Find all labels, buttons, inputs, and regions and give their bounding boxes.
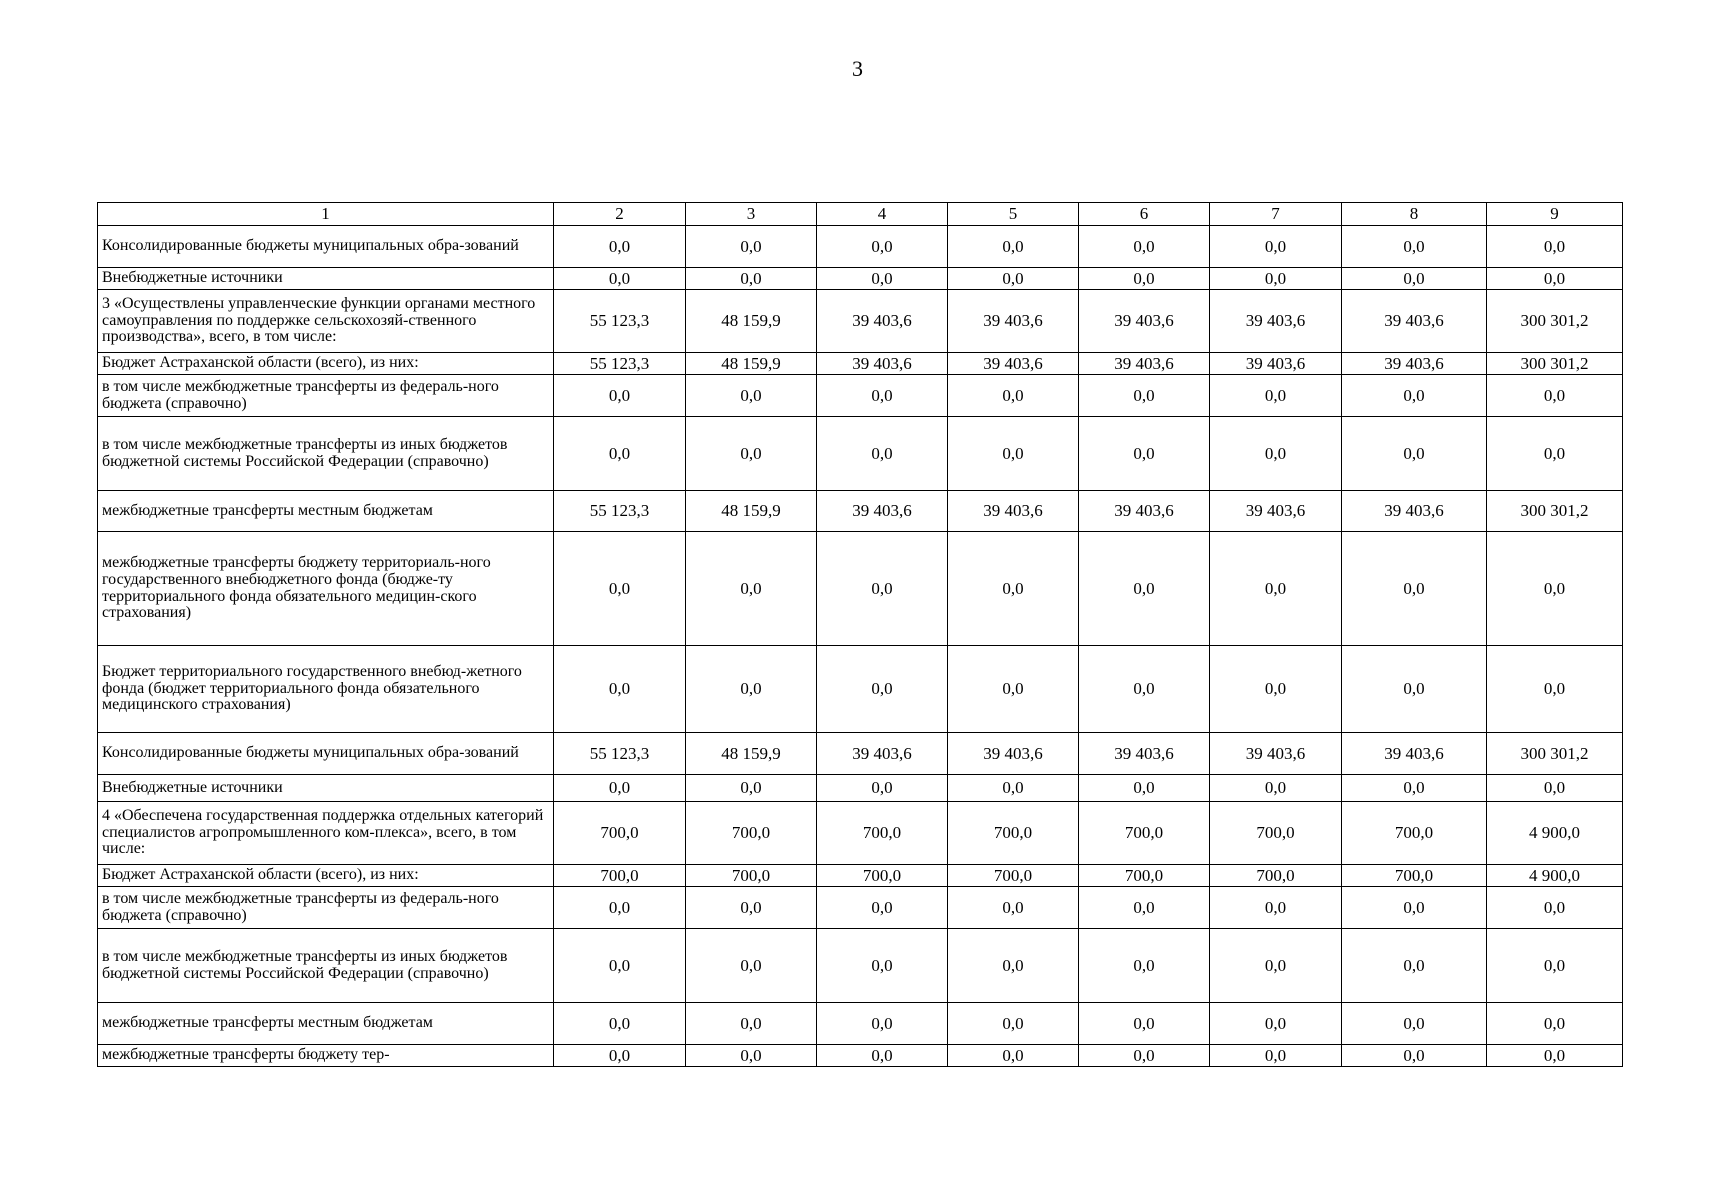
value-cell: 700,0	[817, 802, 948, 865]
column-number-row	[98, 203, 1623, 226]
value-cell: 0,0	[1079, 775, 1210, 802]
row-label: в том числе межбюджетные трансферты из федераль-ного бюджета (справочно)	[98, 887, 554, 929]
value-cell: 0,0	[1487, 1003, 1623, 1045]
value-cell: 39 403,6	[817, 290, 948, 353]
value-cell: 39 403,6	[1079, 353, 1210, 375]
row-label: Бюджет Астраханской области (всего), из них:	[98, 353, 554, 375]
value-cell: 0,0	[1487, 1045, 1623, 1067]
value-cell: 39 403,6	[817, 353, 948, 375]
value-cell: 0,0	[686, 887, 817, 929]
value-cell: 0,0	[1342, 929, 1487, 1003]
value-cell: 0,0	[1079, 532, 1210, 646]
value-cell: 0,0	[1079, 646, 1210, 733]
row-label: Бюджет Астраханской области (всего), из них:	[98, 865, 554, 887]
value-cell: 0,0	[554, 1045, 686, 1067]
value-cell: 0,0	[686, 226, 817, 268]
value-cell: 700,0	[1079, 865, 1210, 887]
value-cell: 0,0	[817, 775, 948, 802]
table-row	[98, 491, 1623, 532]
value-cell: 0,0	[948, 646, 1079, 733]
value-cell: 0,0	[1079, 929, 1210, 1003]
value-cell: 0,0	[1487, 887, 1623, 929]
value-cell: 4 900,0	[1487, 802, 1623, 865]
value-cell: 700,0	[1342, 802, 1487, 865]
value-cell: 39 403,6	[1210, 290, 1342, 353]
value-cell: 39 403,6	[1079, 491, 1210, 532]
value-cell: 48 159,9	[686, 290, 817, 353]
table-row	[98, 1003, 1623, 1045]
value-cell: 55 123,3	[554, 491, 686, 532]
table-row	[98, 802, 1623, 865]
value-cell: 39 403,6	[1210, 733, 1342, 775]
value-cell: 700,0	[554, 802, 686, 865]
value-cell: 39 403,6	[948, 353, 1079, 375]
table-body	[98, 226, 1623, 1067]
value-cell: 300 301,2	[1487, 353, 1623, 375]
value-cell: 39 403,6	[1342, 491, 1487, 532]
value-cell: 0,0	[948, 1045, 1079, 1067]
column-header: 3	[686, 203, 817, 226]
value-cell: 0,0	[948, 775, 1079, 802]
row-label: в том числе межбюджетные трансферты из иных бюджетов бюджетной системы Российской Федерации (справочно)	[98, 417, 554, 491]
column-header: 9	[1487, 203, 1623, 226]
value-cell: 39 403,6	[1342, 733, 1487, 775]
value-cell: 0,0	[1210, 417, 1342, 491]
row-label: Внебюджетные источники	[98, 775, 554, 802]
value-cell: 55 123,3	[554, 290, 686, 353]
value-cell: 0,0	[686, 1045, 817, 1067]
value-cell: 0,0	[1210, 646, 1342, 733]
budget-table	[97, 202, 1623, 1067]
value-cell: 0,0	[1210, 929, 1342, 1003]
table-row	[98, 268, 1623, 290]
value-cell: 0,0	[1210, 226, 1342, 268]
value-cell: 0,0	[948, 1003, 1079, 1045]
page-number: 3	[852, 56, 863, 81]
value-cell: 0,0	[948, 417, 1079, 491]
table-row	[98, 1045, 1623, 1067]
value-cell: 700,0	[686, 802, 817, 865]
value-cell: 0,0	[686, 268, 817, 290]
value-cell: 0,0	[817, 646, 948, 733]
value-cell: 0,0	[1342, 646, 1487, 733]
value-cell: 0,0	[1487, 929, 1623, 1003]
value-cell: 300 301,2	[1487, 733, 1623, 775]
table-row	[98, 887, 1623, 929]
value-cell: 0,0	[1487, 775, 1623, 802]
value-cell: 700,0	[1210, 865, 1342, 887]
column-header: 2	[554, 203, 686, 226]
value-cell: 0,0	[948, 375, 1079, 417]
value-cell: 0,0	[817, 375, 948, 417]
value-cell: 0,0	[1210, 268, 1342, 290]
value-cell: 0,0	[686, 375, 817, 417]
value-cell: 0,0	[1079, 887, 1210, 929]
value-cell: 0,0	[686, 532, 817, 646]
value-cell: 0,0	[554, 775, 686, 802]
row-label: 3 «Осуществлены управленческие функции органами местного самоуправления по поддержке сельскохозяй-ственного производства», всего, в том числе:	[98, 290, 554, 353]
column-header: 1	[98, 203, 554, 226]
column-header: 6	[1079, 203, 1210, 226]
value-cell: 700,0	[948, 865, 1079, 887]
column-header: 5	[948, 203, 1079, 226]
value-cell: 39 403,6	[1079, 290, 1210, 353]
value-cell: 55 123,3	[554, 353, 686, 375]
value-cell: 0,0	[1079, 226, 1210, 268]
table-row	[98, 532, 1623, 646]
value-cell: 0,0	[1487, 646, 1623, 733]
value-cell: 0,0	[1079, 268, 1210, 290]
table-row	[98, 290, 1623, 353]
value-cell: 0,0	[817, 887, 948, 929]
value-cell: 0,0	[1210, 887, 1342, 929]
value-cell: 39 403,6	[1210, 491, 1342, 532]
value-cell: 0,0	[817, 226, 948, 268]
table-row	[98, 375, 1623, 417]
row-label: межбюджетные трансферты местным бюджетам	[98, 1003, 554, 1045]
value-cell: 0,0	[1487, 268, 1623, 290]
value-cell: 0,0	[1079, 375, 1210, 417]
value-cell: 0,0	[686, 1003, 817, 1045]
value-cell: 4 900,0	[1487, 865, 1623, 887]
value-cell: 0,0	[1342, 1003, 1487, 1045]
value-cell: 0,0	[1342, 887, 1487, 929]
value-cell: 0,0	[554, 929, 686, 1003]
value-cell: 0,0	[1342, 1045, 1487, 1067]
column-header: 8	[1342, 203, 1487, 226]
value-cell: 700,0	[1079, 802, 1210, 865]
table-row	[98, 733, 1623, 775]
value-cell: 0,0	[1210, 375, 1342, 417]
value-cell: 0,0	[817, 532, 948, 646]
value-cell: 39 403,6	[948, 290, 1079, 353]
value-cell: 0,0	[817, 1003, 948, 1045]
value-cell: 300 301,2	[1487, 290, 1623, 353]
value-cell: 0,0	[1342, 532, 1487, 646]
value-cell: 0,0	[1487, 417, 1623, 491]
table-row	[98, 775, 1623, 802]
value-cell: 0,0	[1342, 268, 1487, 290]
value-cell: 0,0	[1210, 1003, 1342, 1045]
value-cell: 39 403,6	[948, 733, 1079, 775]
value-cell: 48 159,9	[686, 733, 817, 775]
value-cell: 0,0	[554, 646, 686, 733]
value-cell: 0,0	[1079, 1045, 1210, 1067]
row-label: межбюджетные трансферты бюджету тер-	[98, 1045, 554, 1067]
value-cell: 0,0	[1487, 375, 1623, 417]
value-cell: 0,0	[817, 1045, 948, 1067]
value-cell: 0,0	[817, 929, 948, 1003]
value-cell: 0,0	[554, 375, 686, 417]
table-row	[98, 929, 1623, 1003]
value-cell: 39 403,6	[817, 733, 948, 775]
value-cell: 300 301,2	[1487, 491, 1623, 532]
value-cell: 0,0	[1487, 532, 1623, 646]
value-cell: 55 123,3	[554, 733, 686, 775]
value-cell: 0,0	[686, 775, 817, 802]
value-cell: 0,0	[554, 226, 686, 268]
value-cell: 0,0	[948, 887, 1079, 929]
value-cell: 0,0	[554, 268, 686, 290]
value-cell: 700,0	[686, 865, 817, 887]
row-label: в том числе межбюджетные трансферты из федераль-ного бюджета (справочно)	[98, 375, 554, 417]
value-cell: 39 403,6	[1342, 353, 1487, 375]
value-cell: 0,0	[1210, 1045, 1342, 1067]
value-cell: 0,0	[1342, 226, 1487, 268]
table-row	[98, 353, 1623, 375]
value-cell: 39 403,6	[1342, 290, 1487, 353]
value-cell: 0,0	[948, 268, 1079, 290]
value-cell: 0,0	[686, 646, 817, 733]
value-cell: 700,0	[948, 802, 1079, 865]
value-cell: 700,0	[817, 865, 948, 887]
value-cell: 0,0	[686, 929, 817, 1003]
value-cell: 0,0	[554, 417, 686, 491]
value-cell: 0,0	[1342, 775, 1487, 802]
value-cell: 700,0	[1342, 865, 1487, 887]
value-cell: 39 403,6	[1079, 733, 1210, 775]
row-label: 4 «Обеспечена государственная поддержка отдельных категорий специалистов агропромышленного ком-плекса», всего, в том числе:	[98, 802, 554, 865]
value-cell: 39 403,6	[817, 491, 948, 532]
table-row	[98, 646, 1623, 733]
value-cell: 0,0	[1210, 775, 1342, 802]
value-cell: 39 403,6	[1210, 353, 1342, 375]
value-cell: 0,0	[554, 887, 686, 929]
value-cell: 0,0	[1079, 1003, 1210, 1045]
value-cell: 0,0	[948, 532, 1079, 646]
value-cell: 0,0	[554, 1003, 686, 1045]
table-row	[98, 417, 1623, 491]
value-cell: 0,0	[1342, 375, 1487, 417]
value-cell: 48 159,9	[686, 491, 817, 532]
value-cell: 48 159,9	[686, 353, 817, 375]
value-cell: 0,0	[948, 226, 1079, 268]
table-row	[98, 226, 1623, 268]
value-cell: 0,0	[1342, 417, 1487, 491]
column-header: 7	[1210, 203, 1342, 226]
row-label: Бюджет территориального государственного внебюд-жетного фонда (бюджет территориального фонда обязательного медицинского страхования)	[98, 646, 554, 733]
column-header: 4	[817, 203, 948, 226]
row-label: Внебюджетные источники	[98, 268, 554, 290]
row-label: межбюджетные трансферты бюджету территориаль-ного государственного внебюджетного фонда (бюдже-ту территориального фонда обязательного медицин-ского страхования)	[98, 532, 554, 646]
row-label: Консолидированные бюджеты муниципальных обра-зований	[98, 226, 554, 268]
table-row	[98, 865, 1623, 887]
table-header	[98, 203, 1623, 226]
value-cell: 0,0	[817, 268, 948, 290]
value-cell: 0,0	[1487, 226, 1623, 268]
value-cell: 0,0	[948, 929, 1079, 1003]
row-label: в том числе межбюджетные трансферты из иных бюджетов бюджетной системы Российской Федерации (справочно)	[98, 929, 554, 1003]
value-cell: 700,0	[1210, 802, 1342, 865]
value-cell: 0,0	[1210, 532, 1342, 646]
value-cell: 0,0	[554, 532, 686, 646]
value-cell: 39 403,6	[948, 491, 1079, 532]
value-cell: 0,0	[686, 417, 817, 491]
row-label: межбюджетные трансферты местным бюджетам	[98, 491, 554, 532]
value-cell: 700,0	[554, 865, 686, 887]
value-cell: 0,0	[1079, 417, 1210, 491]
value-cell: 0,0	[817, 417, 948, 491]
row-label: Консолидированные бюджеты муниципальных обра-зований	[98, 733, 554, 775]
